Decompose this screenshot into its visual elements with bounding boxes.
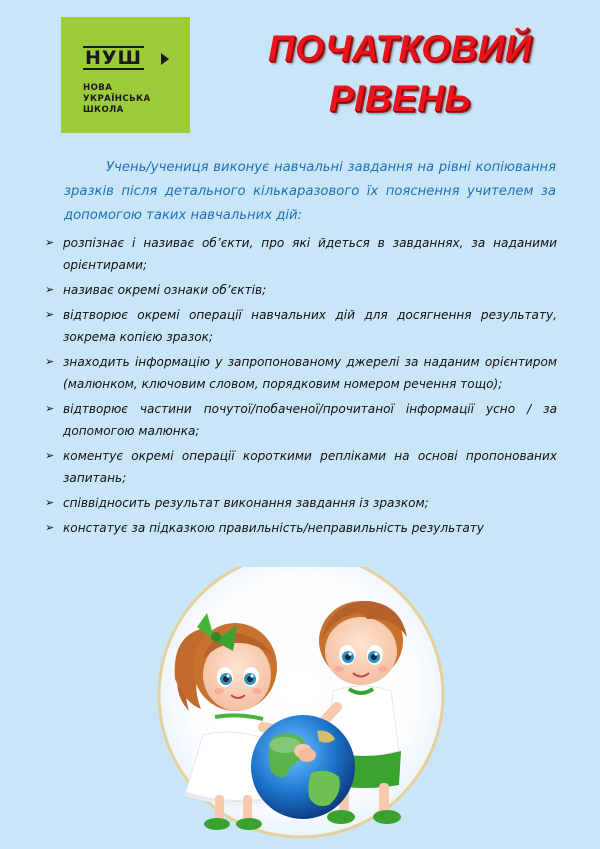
list-item: [45, 232, 557, 276]
list-item: [45, 398, 557, 442]
bullet-list: [45, 232, 557, 542]
nush-logo: [61, 17, 190, 133]
list-item-text: знаходить інформацію у запропонованому джерелі за наданим орієнтиром (малюнком, ключовим словом, порядковим номером речення тощо);: [63, 355, 557, 391]
logo-mark: НУШ: [85, 47, 143, 69]
list-item-text: коментує окремі операції короткими репліками на основі пропонованих запитань;: [63, 449, 557, 485]
list-item: [45, 517, 557, 539]
logo-text: [83, 83, 151, 116]
bullet-arrow-icon: ➢: [45, 402, 55, 415]
logo-line-1: НОВА: [83, 83, 113, 93]
logo-line-2: УКРАЇНСЬКА: [83, 94, 151, 104]
intro-paragraph: Учень/учениця виконує навчальні завдання на рівні копіювання зразків після детального кількаразового їх пояснення учителем за допомогою таких навчальних дій:: [64, 160, 556, 223]
page-title: [220, 24, 580, 124]
list-item-text: констатує за підказкою правильність/неправильність результату: [63, 521, 484, 535]
list-item-text: відтворює окремі операції навчальних дій для досягнення результату, зокрема копією зразок;: [63, 308, 557, 344]
list-item: [45, 304, 557, 348]
bullet-arrow-icon: ➢: [45, 449, 55, 462]
logo-arrow-icon: [161, 53, 169, 65]
list-item-text: відтворює частини почутої/побаченої/прочитаної інформації усно / за допомогою малюнка;: [63, 402, 557, 438]
bullet-arrow-icon: ➢: [45, 236, 55, 249]
list-item-text: розпізнає і називає об’єкти, про які йдеться в завданнях, за наданими орієнтирами;: [63, 236, 557, 272]
bullet-arrow-icon: ➢: [45, 521, 55, 534]
title-line-1: ПОЧАТКОВИЙ: [267, 28, 533, 69]
list-item: [45, 279, 557, 301]
title-line-2: РІВЕНЬ: [328, 78, 472, 119]
list-item-text: співвідносить результат виконання завдання із зразком;: [63, 496, 429, 510]
bullet-arrow-icon: ➢: [45, 308, 55, 321]
logo-line-3: ШКОЛА: [83, 105, 124, 115]
list-item-text: називає окремі ознаки об’єктів;: [63, 283, 267, 297]
list-item: [45, 445, 557, 489]
bullet-arrow-icon: ➢: [45, 355, 55, 368]
list-item: [45, 351, 557, 395]
globe-icon: [251, 715, 355, 819]
list-item: [45, 492, 557, 514]
bullet-arrow-icon: ➢: [45, 496, 55, 509]
bullet-arrow-icon: ➢: [45, 283, 55, 296]
children-globe-illustration: [153, 567, 449, 843]
